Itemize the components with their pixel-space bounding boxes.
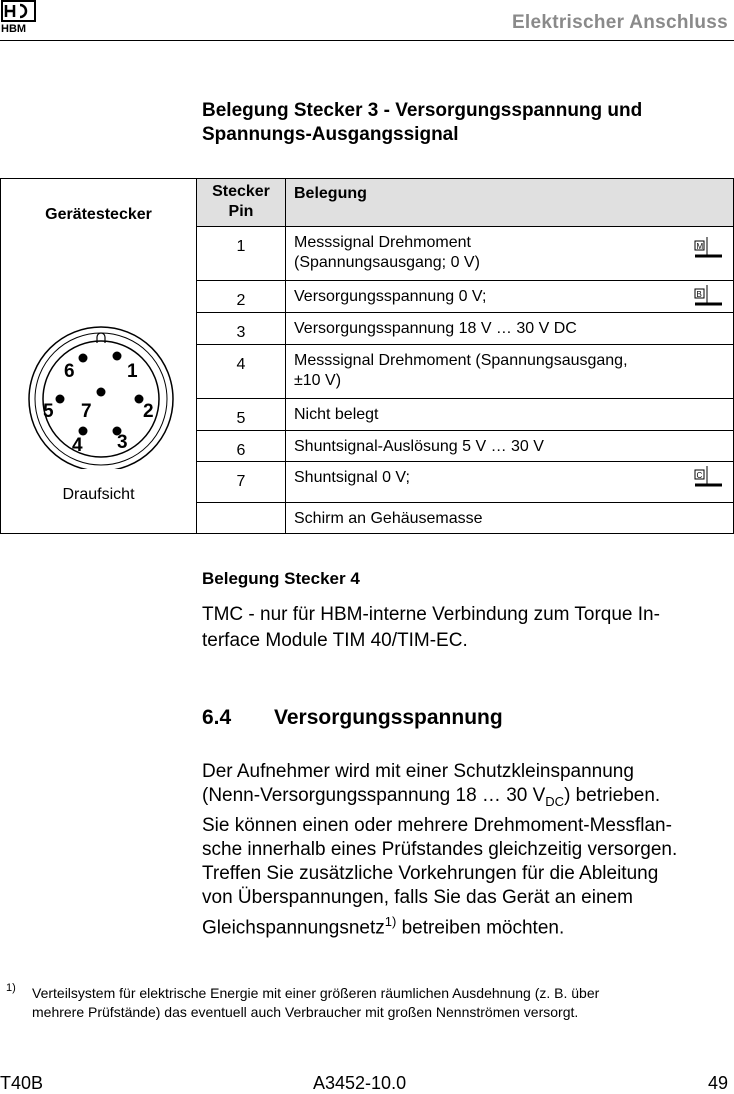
- chapter-title: Versorgungsspannung: [274, 706, 503, 729]
- chapter-heading: [202, 706, 503, 730]
- pin-label-2: 2: [143, 401, 154, 422]
- pin-description: Versorgungsspannung 0 V; B: [286, 281, 734, 313]
- section-heading: Belegung Stecker 3 - Versorgungsspannung und Spannungs-Ausgangssignal: [202, 100, 643, 145]
- pin-label-6: 6: [64, 361, 75, 382]
- top-view-caption: Draufsicht: [62, 486, 135, 503]
- chapter-number: 6.4: [202, 706, 232, 729]
- footer-product: T40B: [0, 1073, 44, 1093]
- pin-number: 3: [197, 313, 286, 345]
- logo-text: HBM: [1, 23, 27, 34]
- supply-ground-icon: [693, 285, 723, 309]
- page-number: 49: [707, 1073, 728, 1093]
- connector-cell: [1, 179, 197, 534]
- shunt-ground-icon: [693, 466, 723, 490]
- pin-dot-1: [113, 352, 122, 361]
- connector-diagram: [13, 319, 193, 469]
- pin-description: Messsignal Drehmoment (Spannungsausgang, ±10 V): [286, 345, 734, 399]
- header-title: Elektrischer Anschluss: [511, 12, 728, 33]
- table-header-row: [1, 179, 734, 227]
- measurement-ground-icon: [693, 237, 723, 261]
- pin-column-header: Stecker Pin: [197, 179, 286, 227]
- body-paragraph: Der Aufnehmer wird mit einer Schutzkleinspannung (Nenn-Versorgungsspannung 18 … 30 $V_{DC}$) betrieben. Sie können einen oder mehrere Drehmoment-Messflan- sche innerhalb eines Prüfstandes gleichzeitig versorgen. Treffen Sie zusätzliche Vorkehrungen für die Ableitung von Überspannungen, falls Sie das Gerät an einem Gleichspannungsnetz$^{1)}$ betreiben möchten.: [202, 761, 678, 939]
- pin-label-3: 3: [117, 432, 128, 453]
- pin-number: 4: [197, 345, 286, 399]
- svg-text:B: B: [696, 290, 702, 299]
- pin-number: 6: [197, 431, 286, 462]
- stecker4-heading: Belegung Stecker 4: [202, 569, 360, 588]
- pin-number: 5: [197, 399, 286, 431]
- stecker4-text: TMC - nur für HBM-interne Verbindung zum Torque In- terface Module TIM 40/TIM-EC.: [202, 604, 660, 651]
- pin-dot-7: [97, 388, 106, 397]
- pin-number: 2: [197, 281, 286, 313]
- pin-label-4: 4: [72, 435, 83, 456]
- footnote-marker: 1): [6, 982, 16, 994]
- pin-number: [197, 503, 286, 534]
- pin-description: Shuntsignal-Auslösung 5 V … 30 V: [286, 431, 734, 462]
- pin-label-1: 1: [127, 361, 138, 382]
- pin-number: 1: [197, 227, 286, 281]
- svg-text:M: M: [696, 242, 704, 251]
- footer-doc-number: A3452-10.0: [313, 1073, 407, 1093]
- header-divider: [0, 40, 734, 41]
- pin-label-7: 7: [81, 401, 92, 422]
- footnote-text: Verteilsystem für elektrische Energie mit einer größeren räumlichen Ausdehnung (z. B. über mehrere Prüfstände) das eventuell auch Verbraucher mit großen Nennströmen versorgt.: [32, 985, 600, 1020]
- pin-description: Versorgungsspannung 18 V … 30 V DC: [286, 313, 734, 345]
- svg-text:C: C: [696, 471, 703, 480]
- pin-description: Shuntsignal 0 V; C: [286, 462, 734, 503]
- pin-description: Messsignal Drehmoment (Spannungsausgang; 0 V) M: [286, 227, 734, 281]
- pin-description: Nicht belegt: [286, 399, 734, 431]
- assignment-column-header: Belegung: [286, 179, 734, 227]
- pin-description: Schirm an Gehäusemasse: [286, 503, 734, 534]
- pin-dot-5: [56, 395, 65, 404]
- pin-assignment-table: [0, 178, 734, 534]
- hbm-logo: [0, 0, 40, 34]
- pin-dot-6: [79, 354, 88, 363]
- pin-label-5: 5: [43, 401, 54, 422]
- connector-label: Gerätestecker: [45, 206, 152, 223]
- pin-number: 7: [197, 462, 286, 503]
